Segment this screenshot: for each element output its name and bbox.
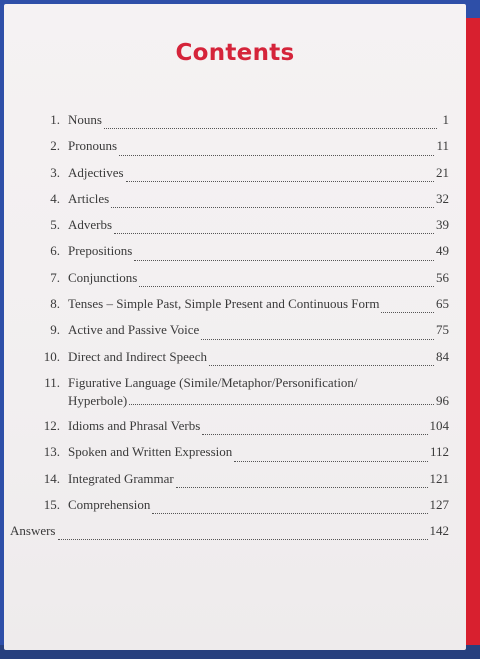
entry-label: Nouns [68,112,102,127]
entry-number: 1. [50,112,60,127]
entry-label: Integrated Grammar [68,470,174,486]
toc-entry-comprehension [37,492,449,518]
entry-label: Adverbs [68,217,113,233]
dot-leader [234,461,428,462]
cover-red-edge [466,18,480,648]
dot-leader [58,539,428,540]
toc-entry-answers [6,518,449,544]
entry-number: 7. [50,269,60,285]
dot-leader [209,365,434,366]
toc-entry-tenses [37,291,449,317]
entry-label-line-1: Figurative Language (Simile/Metaphor/Personification/ [68,374,358,390]
entry-number: 3. [50,164,60,180]
dot-leader [114,233,434,234]
entry-label: Articles [68,190,110,206]
toc-entry-pronouns [37,133,449,159]
toc-entry-adverbs [37,212,449,238]
toc-entry-articles [37,186,449,212]
dot-leader [111,207,434,208]
entry-page: 49 [436,243,449,259]
toc-entry-conjunctions [37,265,449,291]
entry-page: 112 [429,444,449,460]
entry-number: 14. [43,470,60,486]
entry-number: 13. [43,444,60,460]
entry-label: Conjunctions [68,269,138,285]
entry-label: Direct and Indirect Speech [68,348,207,364]
entry-number: 4. [50,190,60,206]
dot-leader [134,260,434,261]
entry-number: 10. [43,348,60,364]
entry-page: 21 [436,164,449,180]
entry-page: 56 [436,269,449,285]
toc-entry-nouns [37,107,449,133]
entry-page: 96 [436,392,449,408]
entry-page: 127 [429,496,449,512]
entry-page: 121 [429,470,449,486]
table-of-contents [10,107,449,544]
entry-number: 9. [50,322,60,338]
entry-number: 15. [43,496,60,512]
toc-entry-spoken-written-expression [37,439,449,465]
dot-leader [152,513,427,514]
entry-number: 8. [50,296,60,312]
entry-page: 84 [436,348,449,364]
entry-page: 75 [436,322,449,338]
dot-leader [119,155,434,156]
dot-leader [202,434,427,435]
dot-leader [126,181,434,182]
entry-number: 2. [50,138,60,154]
entry-label: Tenses – Simple Past, Simple Present and Continuous Form [68,296,380,312]
toc-entry-direct-indirect-speech [37,344,449,370]
entry-label: Prepositions [68,243,133,259]
entry-page: 39 [436,217,449,233]
page-title: Contents [175,40,295,66]
entry-label: Adjectives [68,164,124,180]
dot-leader [139,286,434,287]
entry-page: 104 [429,417,449,433]
entry-label-line-2: Hyperbole) [68,392,128,408]
toc-entry-prepositions [37,238,449,264]
entry-number: 6. [50,243,60,259]
entry-label: Pronouns [68,138,118,154]
entry-page: 142 [429,523,449,539]
entry-page: 1 [442,112,449,127]
dot-leader [381,312,434,313]
entry-number: 11. [44,374,60,390]
dot-leader [176,487,428,488]
entry-number: 5. [50,217,60,233]
entry-label: Spoken and Written Expression [68,444,233,460]
entry-label: Comprehension [68,496,151,512]
toc-entry-adjectives [37,160,449,186]
entry-page: 11 [436,138,449,154]
toc-entry-active-passive-voice [37,317,449,343]
entry-page: 32 [436,190,449,206]
dot-leader [104,128,437,129]
entry-page: 65 [436,296,449,312]
toc-entry-integrated-grammar [37,466,449,492]
toc-entry-figurative-language [37,370,449,413]
entry-label: Idioms and Phrasal Verbs [68,417,201,433]
entry-number: 12. [43,417,60,433]
contents-page [4,4,466,650]
dot-leader [129,404,434,405]
entry-label: Answers [10,523,56,539]
entry-label: Active and Passive Voice [68,322,200,338]
dot-leader [201,339,434,340]
toc-entry-idioms-phrasal-verbs [37,413,449,439]
